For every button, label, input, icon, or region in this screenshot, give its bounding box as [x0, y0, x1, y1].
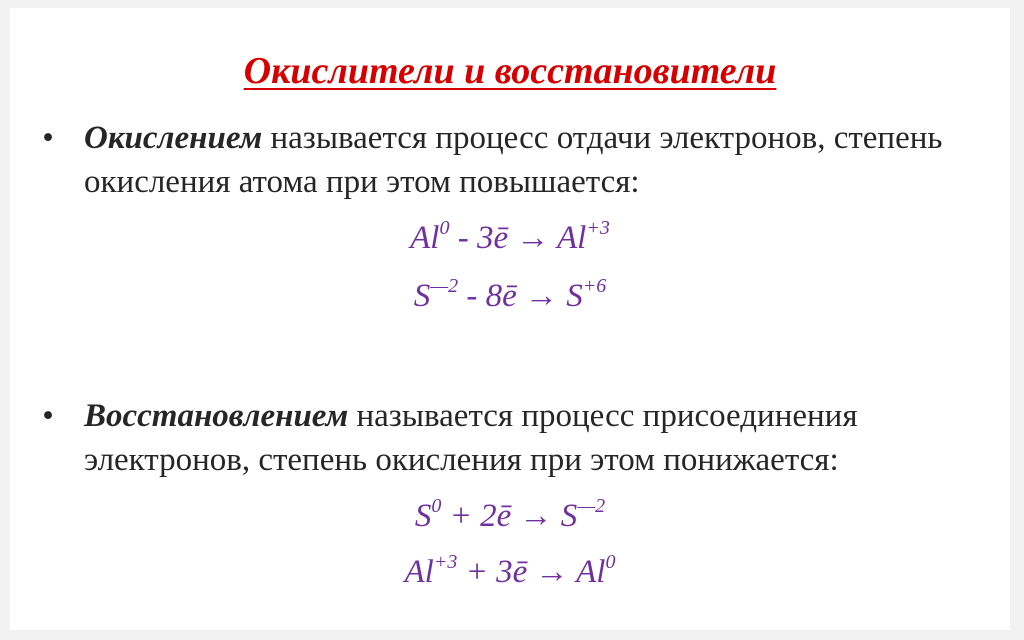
- term-reduction: Восстановлением: [84, 398, 349, 434]
- equation-reduction-2: $Al^{+3}$ + 3ē → $Al^0$: [404, 551, 616, 590]
- term-oxidation: Окислением: [84, 120, 263, 156]
- slide-title: Окислители и восстановители: [243, 50, 777, 92]
- bullet-marker: •: [42, 120, 54, 156]
- slide: [10, 8, 1010, 630]
- definition-oxidation: называется процесс отдачи электронов, степень окисления атома при этом повышается:: [84, 120, 943, 200]
- bullet-text: [34, 394, 1010, 482]
- equation-reduction-1: $S^0$ + 2ē → $S^{—2}$: [414, 495, 606, 534]
- equation-oxidation-2: $S^{—2}$ - 8ē → $S^{+6}$: [413, 275, 607, 314]
- bullet-reduction: [34, 394, 1010, 482]
- bullet-oxidation: [34, 116, 1010, 204]
- bullet-marker: •: [42, 398, 54, 434]
- bullet-text: [34, 116, 1010, 204]
- equation-oxidation-1: Al$^0$ - 3ē → $Al^{+3}$: [410, 217, 610, 256]
- definition-reduction: называется процесс присоединения электронов, степень окисления при этом понижается:: [84, 398, 858, 478]
